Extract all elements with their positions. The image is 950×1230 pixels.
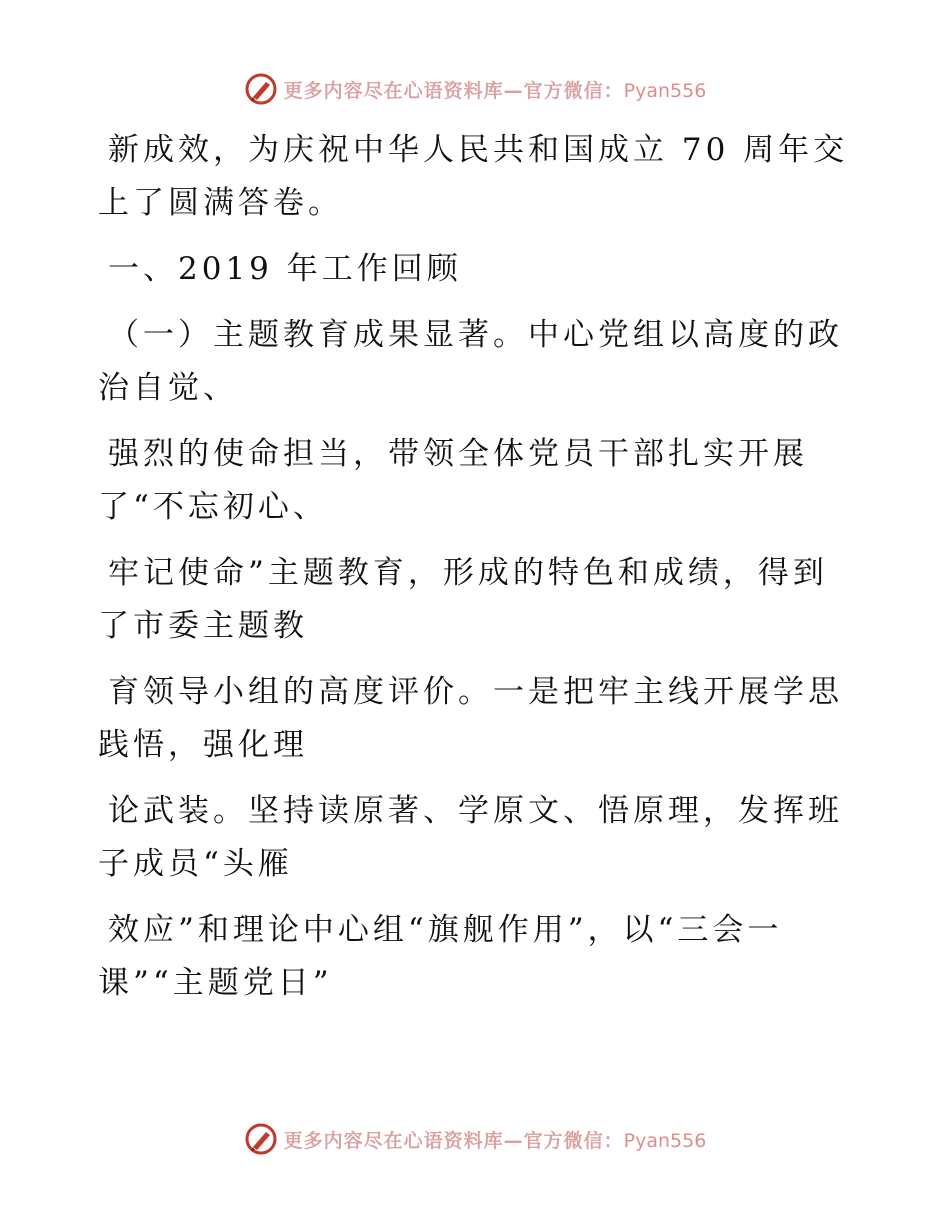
pen-logo-icon — [244, 72, 278, 106]
paragraph — [98, 547, 838, 653]
section-heading — [98, 243, 838, 296]
text-line: 治自觉、 — [98, 370, 238, 406]
text-line: 强烈的使命担当，带领全体党员干部扎实开展 — [108, 436, 808, 472]
text-line: 子成员“头雁 — [98, 846, 293, 882]
paragraph — [98, 428, 838, 534]
text-line: 一、2019 年工作回顾 — [108, 251, 462, 287]
paragraph — [98, 666, 843, 772]
paragraph — [98, 124, 849, 230]
footer-watermark — [0, 1122, 950, 1156]
paragraph — [98, 309, 843, 415]
text-line: 上了圆满答卷。 — [98, 185, 343, 221]
paragraph — [98, 785, 843, 891]
watermark-text: 更多内容尽在心语资料库—官方微信：Pyan556 — [283, 1129, 707, 1152]
paragraph — [98, 904, 838, 1010]
text-line: 效应”和理论中心组“旗舰作用”，以“三会一 — [108, 912, 783, 948]
text-line: 践悟，强化理 — [98, 727, 308, 763]
header-watermark — [0, 72, 950, 106]
text-line: 了“不忘初心、 — [98, 489, 328, 525]
watermark-id: Pyan556 — [623, 79, 707, 102]
text-line: 论武装。坚持读原著、学原文、悟原理，发挥班 — [108, 793, 843, 829]
text-line: （一）主题教育成果显著。中心党组以高度的政 — [108, 317, 843, 353]
text-line: 新成效，为庆祝中华人民共和国成立 70 周年交 — [108, 132, 849, 168]
text-line: 课”“主题党日” — [98, 965, 333, 1001]
watermark-id: Pyan556 — [623, 1129, 707, 1152]
text-line: 牢记使命”主题教育，形成的特色和成绩，得到 — [108, 555, 828, 591]
pen-logo-icon — [244, 1122, 278, 1156]
text-line: 育领导小组的高度评价。一是把牢主线开展学思 — [108, 674, 843, 710]
document-body — [98, 124, 849, 1023]
watermark-text: 更多内容尽在心语资料库—官方微信：Pyan556 — [283, 79, 707, 102]
text-line: 了市委主题教 — [98, 608, 308, 644]
